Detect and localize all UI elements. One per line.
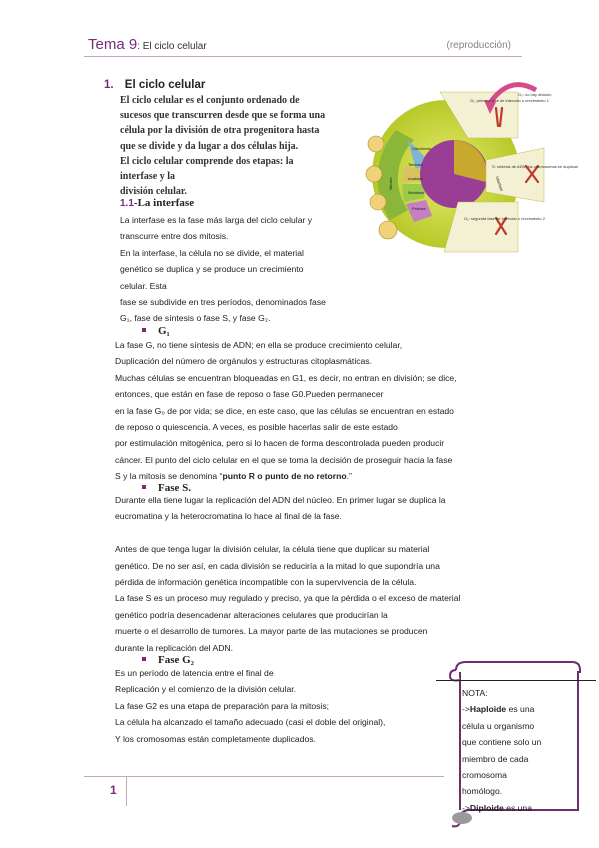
nota-arrow: -> bbox=[462, 802, 470, 813]
footer-vertical-bar bbox=[126, 776, 127, 806]
nota-line bbox=[462, 701, 572, 717]
subsection-heading bbox=[120, 197, 194, 209]
nota-content bbox=[462, 685, 572, 816]
intro-line: célula por la división de otra progenitora hasta bbox=[120, 125, 320, 137]
label-telofase: Telofase bbox=[408, 162, 423, 167]
nota-text-frag: es una bbox=[503, 802, 532, 813]
label-profase: Profase bbox=[412, 206, 426, 211]
document-title bbox=[88, 36, 207, 53]
nota-title: NOTA: bbox=[462, 688, 488, 698]
fase-g2-line: La fase G2 es una etapa de preparación para la mitosis; bbox=[115, 700, 330, 711]
header-right-label: (reproducción) bbox=[446, 40, 511, 51]
bullet-icon bbox=[142, 657, 146, 661]
label-citocinesis: Citocinesis bbox=[412, 146, 432, 151]
section-title: El ciclo celular bbox=[124, 79, 206, 91]
fase-s-line: genético. De no ser así, en cada división se reduciría a la mitad lo que supondría una bbox=[115, 560, 440, 571]
fase-g2-line: Replicación y el comienzo de la división celular. bbox=[115, 684, 297, 695]
g1-last-suffix: .” bbox=[346, 471, 352, 482]
fase-s-paragraph bbox=[115, 492, 460, 656]
nota-text-frag: es una bbox=[506, 704, 535, 715]
g1-line: Duplicación del número de orgánulos y estructuras citoplasmáticas. bbox=[115, 356, 372, 367]
g1-line: cáncer. El punto del ciclo celular en el que se toma la decisión de proseguir hacia la fase bbox=[115, 454, 453, 465]
fase-g2-line: Es un período de latencia entre el final de bbox=[115, 668, 274, 678]
intro-line: sucesos que transcurren desde que se forma una bbox=[120, 110, 326, 122]
nota-line: cromosoma bbox=[462, 770, 507, 781]
title-sub: El ciclo celular bbox=[142, 41, 207, 52]
nota-line bbox=[462, 800, 572, 816]
label-g1: G₁: primera fase de intervalo o crecimiento 1 bbox=[470, 98, 549, 103]
label-mitosis: Mitosis bbox=[388, 177, 393, 190]
fase-s-line: muerte o el desarrollo de tumores. La mayor parte de las mutaciones se producen bbox=[115, 626, 428, 637]
g1-line: La fase G, no tiene síntesis de ADN; en ella se produce crecimiento celular, bbox=[115, 340, 403, 350]
nota-line: que contiene solo un bbox=[462, 737, 542, 748]
fase-s-line: durante la replicación del ADN. bbox=[115, 642, 233, 653]
nota-arrow: -> bbox=[462, 704, 470, 715]
label-g0: G₀: no hay división bbox=[518, 92, 552, 97]
interfase-line: genético se duplica y se produce un crecimiento bbox=[120, 264, 304, 275]
intro-line: El ciclo celular es el conjunto ordenado de bbox=[120, 95, 300, 106]
interfase-line: En la interfase, la célula no se divide, el material bbox=[120, 247, 304, 258]
nota-line: homólogo. bbox=[462, 786, 503, 797]
subsection-number: 1.1 bbox=[120, 198, 134, 209]
bullet-icon bbox=[142, 485, 146, 489]
nota-line: miembro de cada bbox=[462, 753, 529, 764]
interfase-line: celular. Esta bbox=[120, 280, 167, 291]
label-anafase: Anafase bbox=[408, 176, 423, 181]
fase-g2-line: Y los cromosomas están completamente duplicados. bbox=[115, 733, 316, 744]
interfase-line: G₁, fase de síntesis o fase S, y fase G₂. bbox=[120, 313, 271, 324]
intro-paragraph bbox=[120, 93, 325, 199]
nota-line: célula u organismo bbox=[462, 720, 535, 731]
page-number: 1 bbox=[110, 783, 117, 797]
nota-term: Diploide bbox=[469, 802, 504, 813]
interfase-line: fase se subdivide en tres períodos, denominados fase bbox=[120, 297, 326, 308]
g1-last-bold: punto R o punto de no retorno bbox=[222, 471, 347, 482]
intro-line: interfase y la bbox=[120, 171, 175, 183]
label-s: S: síntesis de ADN; los cromosomas se duplican bbox=[492, 164, 579, 169]
interfase-line: La interfase es la fase más larga del ciclo celular y bbox=[120, 215, 313, 225]
intro-line: El ciclo celular comprende dos etapas: la bbox=[120, 155, 294, 167]
section-number: 1. bbox=[104, 79, 114, 91]
subsection-title: -La interfase bbox=[133, 197, 195, 209]
cell-cycle-diagram bbox=[368, 70, 579, 266]
fase-s-line: Antes de que tenga lugar la división celular, la célula tiene que duplicar su material bbox=[115, 544, 430, 555]
nota-term: Haploide bbox=[469, 704, 507, 715]
title-separator: : bbox=[137, 41, 143, 52]
title-main: Tema 9 bbox=[88, 36, 138, 53]
intro-line: división celular. bbox=[120, 186, 187, 198]
fase-g2-heading-text: Fase G₂ bbox=[158, 654, 194, 666]
section-heading bbox=[104, 79, 205, 91]
g1-line: Muchas células se encuentran bloqueadas en G1, es decir, no entran en división; se dice, bbox=[115, 372, 457, 383]
fase-s-line: eucromatina y la heterocromatina lo hace al final de la fase. bbox=[115, 511, 342, 522]
fase-s-line: La fase S es un proceso muy regulado y preciso, ya que la pérdida o el exceso de material bbox=[115, 593, 461, 604]
nota-rule bbox=[436, 680, 596, 681]
interfase-line: transcurre entre dos mitosis. bbox=[120, 231, 229, 242]
label-interfase: Interfase bbox=[494, 175, 505, 192]
g1-line: de reposo o quiescencia. A veces, es posible hacerlas salir de este estado bbox=[115, 422, 398, 433]
fase-g2-line: La célula ha alcanzado el tamaño adecuado (casi el doble del original), bbox=[115, 717, 386, 728]
g1-line: por estimulación mitogénica, pero si lo hacen de forma descontrolada pueden producir bbox=[115, 438, 445, 449]
interfase-paragraph bbox=[120, 212, 326, 327]
header-divider bbox=[84, 56, 522, 57]
fase-s-heading-text: Fase S. bbox=[158, 482, 191, 494]
fase-s-line: Durante ella tiene lugar la replicación del ADN del núcleo. En primer lugar se duplica la bbox=[115, 495, 446, 505]
g1-paragraph bbox=[115, 337, 457, 485]
fase-s-line: genético podría desencadenar alteraciones celulares que producirían la bbox=[115, 609, 388, 620]
fase-g2-paragraph bbox=[115, 665, 385, 747]
bullet-icon bbox=[142, 328, 146, 332]
fase-s-line bbox=[115, 525, 460, 541]
g1-line: entonces, que están en fase de reposo o fase G0.Pueden permanecer bbox=[115, 389, 384, 400]
g1-heading-text: G₁ bbox=[158, 325, 170, 337]
label-g2: G₂: segunda fase de intervalo o crecimiento 2 bbox=[464, 216, 545, 221]
g1-last-prefix: S y la mitosis se denomina “ bbox=[115, 471, 223, 482]
fase-s-line: pérdida de información genética incompatible con la supervivencia de la célula. bbox=[115, 577, 417, 588]
intro-line: que se divide y da lugar a dos células hija. bbox=[120, 140, 299, 152]
footer-divider bbox=[84, 776, 444, 777]
label-metafase: Metafase bbox=[408, 190, 425, 195]
g1-line: en la fase G₀ de por vida; se dice, en este caso, que las células se encuentran en estado bbox=[115, 405, 454, 416]
